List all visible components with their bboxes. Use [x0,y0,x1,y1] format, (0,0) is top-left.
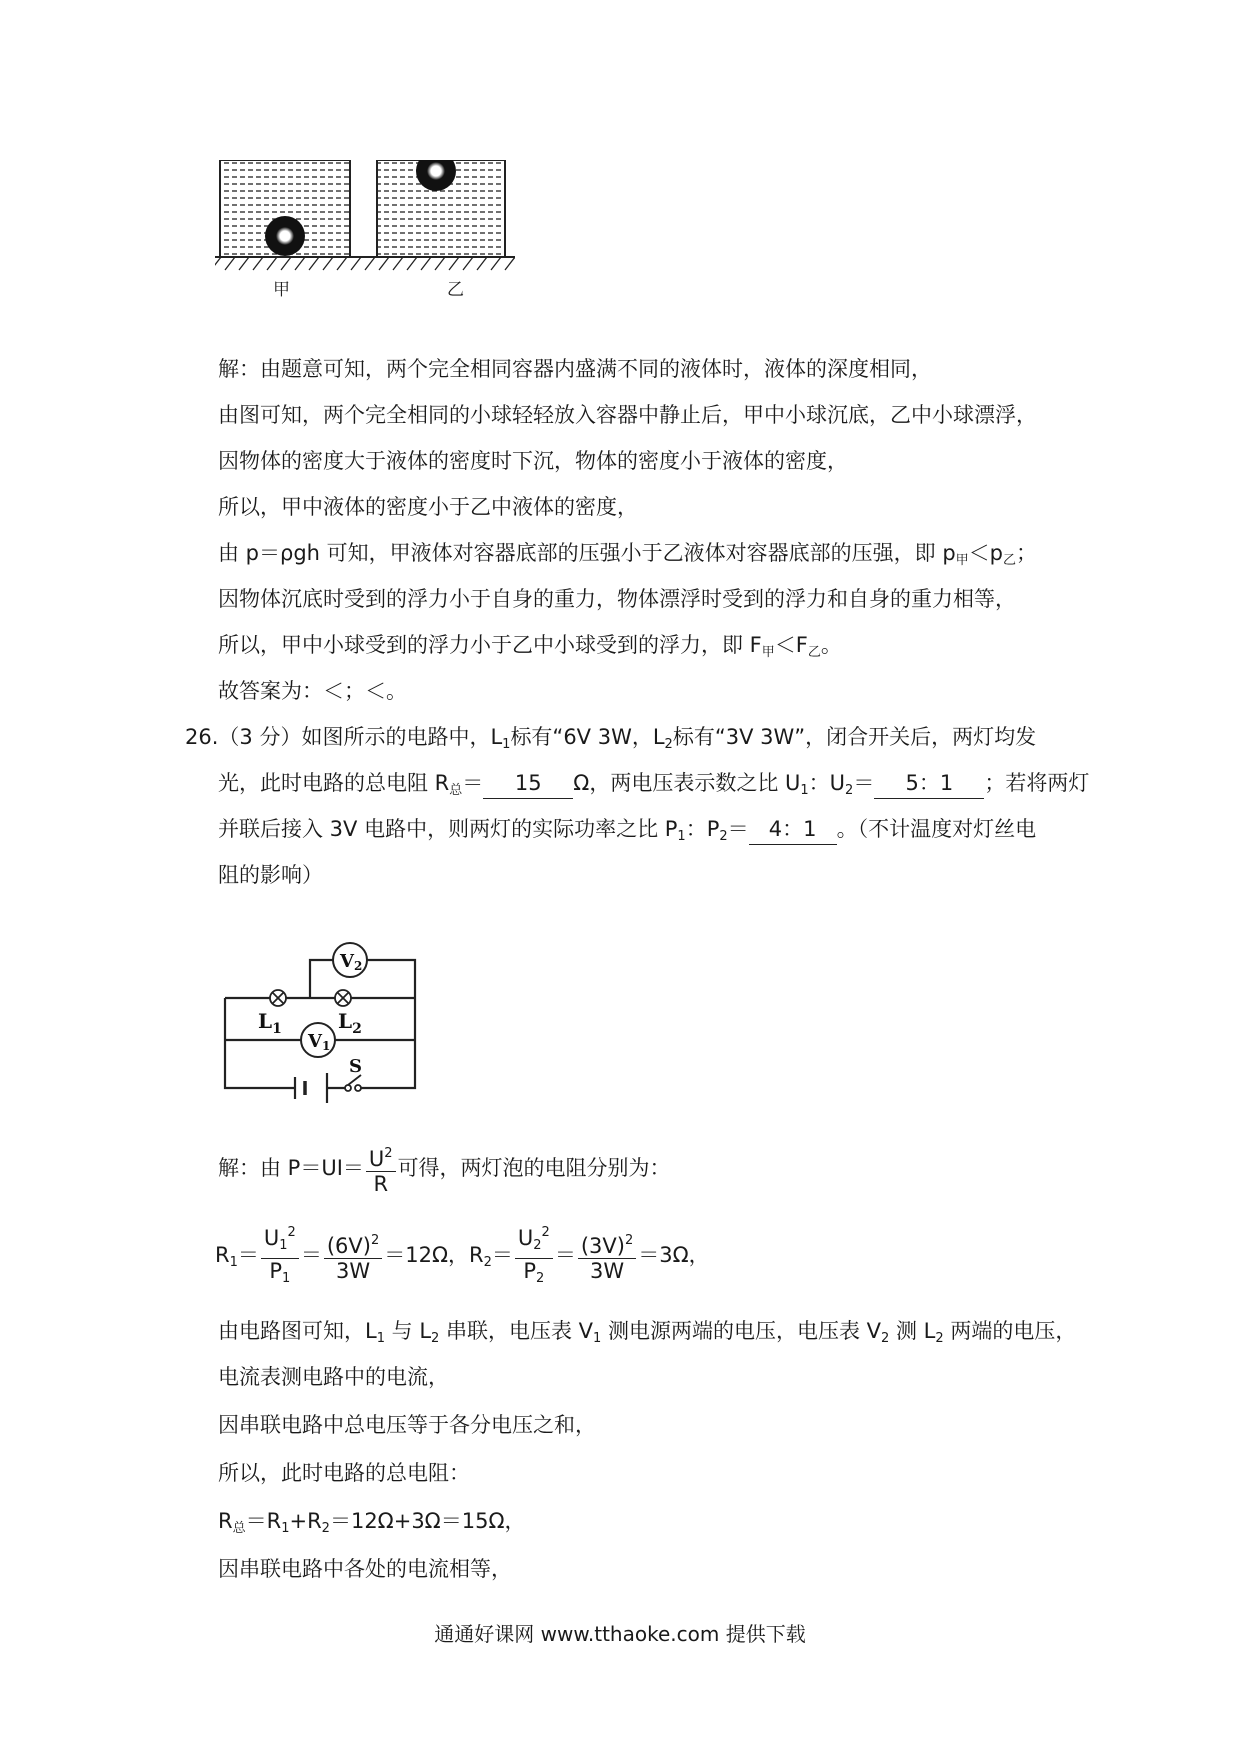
sol-p3: 由电路图可知，$L_1$ 与 $L_2$ 串联，电压表 $V_1$ 测电源两端的电压，电压表 $V_2$ 测 $L_2$ 两端的电压， [218,1319,1077,1346]
l1-label: $L_1$ [258,1009,282,1037]
q25-line-4: 所以，甲中液体的密度小于乙中液体的密度， [218,495,638,519]
answer-blank-3: 4：1 [749,814,837,845]
q25-line-7: 所以，甲中小球受到的浮力小于乙中小球受到的浮力，即 $F_甲<F_乙$。 [218,633,842,660]
q25-answer: 故答案为：＜；＜。 [218,679,407,703]
switch-S [345,1075,361,1091]
label-jia: 甲 [273,280,290,300]
ball-sunk [265,216,305,256]
sol-p4: 电流表测电路中的电流， [218,1365,449,1389]
sol-p1: 解：由 P＝UI＝ $\frac{U^2}{R}$ 可得，两灯泡的电阻分别为： [218,1138,671,1198]
q25-line-2: 由图可知，两个完全相同的小球轻轻放入容器中静止后，甲中小球沉底，乙中小球漂浮， [218,403,1037,427]
v2-label: V2 [340,951,363,973]
s-label: S [349,1056,362,1077]
v1-label: V1 [308,1031,331,1053]
page-footer: 通通好课网 www.tthaoke.com 提供下载 [434,1622,806,1646]
answer-blank-2: 5：1 [874,768,984,799]
sol-p6: 所以，此时电路的总电阻： [218,1461,470,1485]
answer-blank-1: 15 [483,768,573,799]
q25-line-6: 因物体沉底时受到的浮力小于自身的重力，物体漂浮时受到的浮力和自身的重力相等， [218,587,1016,611]
q26-line-3: 并联后接入 3V 电路中，则两灯的实际功率之比 $P_1$：$P_2= 4$：1 。（不计温度对灯丝电 [218,814,1036,852]
q26-line-4: 阻的影响） [218,863,323,887]
q25-line-3: 因物体的密度大于液体的密度时下沉，物体的密度小于液体的密度， [218,449,848,473]
label-yi: 乙 [447,280,464,300]
sol-p2: $R_1=$ $\frac{U_1^2}{P_1}$ ＝ $\frac{(6V)^2}{3W}$ ＝12Ω，$R_2=$ $\frac{U_2^2}{P_2}$ ＝ $\frac{(3V)^2}{3W}$ ＝3Ω， [215,1220,710,1298]
containers-figure [215,160,515,330]
q25-line-1: 解：由题意可知，两个完全相同容器内盛满不同的液体时，液体的深度相同， [218,357,932,381]
q26-line-2: 光，此时电路的总电阻 $R_总= 15$ Ω，两电压表示数之比 $U_1$：$U_2= 5$：1 ；若将两灯 [218,768,1089,806]
q25-line-5: 由 p＝ρgh 可知，甲液体对容器底部的压强小于乙液体对容器底部的压强，即 $p_甲<p_乙$； [218,541,1038,568]
sol-p7: $R_总=R_1+R_2=12\Omega+3\Omega=15\Omega$， [218,1509,526,1536]
l2-label: $L_2$ [338,1009,362,1037]
sol-p5: 因串联电路中总电压等于各分电压之和， [218,1413,596,1437]
lamp-L2 [335,990,351,1006]
sol-p8: 因串联电路中各处的电流相等， [218,1557,512,1581]
circuit-diagram [215,935,430,1110]
lamp-L1 [270,990,286,1006]
q26-line-1: 26.（3 分）如图所示的电路中，$L_1$标有“6V 3W，$L_2$标有“3V 3W”，闭合开关后，两灯均发 [185,725,1037,752]
